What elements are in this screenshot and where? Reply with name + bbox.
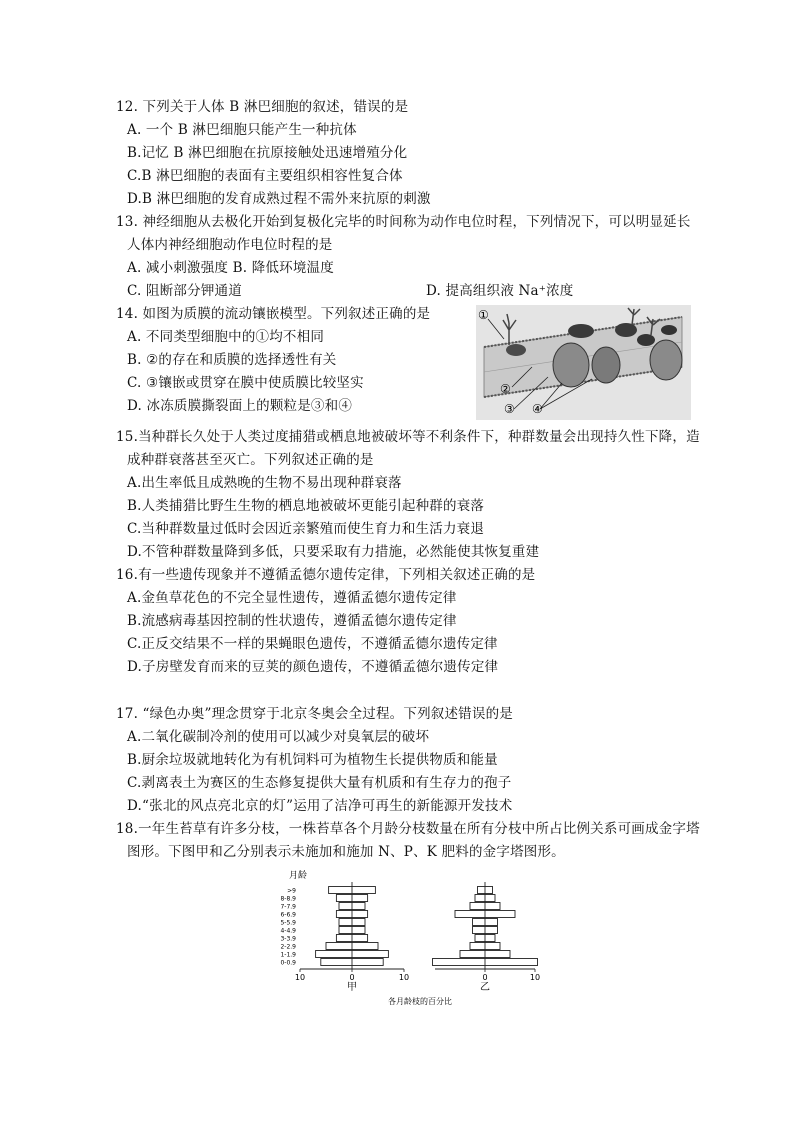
q15-stem-line2: 成种群衰落甚至灭亡。下列叙述正确的是 [127, 452, 374, 468]
q16-stem: 16.有一些遗传现象并不遵循孟德尔遗传定律，下列相关叙述正确的是 [116, 567, 536, 583]
category-label: 2-2.9 [280, 943, 296, 951]
category-label: 7-7.9 [280, 903, 296, 911]
q12-option-a: A. 一个 B 淋巴细胞只能产生一种抗体 [127, 122, 357, 138]
category-label: 0-0.9 [280, 959, 296, 967]
category-label: 1-1.9 [280, 951, 296, 959]
q17-option-b: B.厨余垃圾就地转化为有机饲料可为植物生长提供物质和能量 [127, 752, 498, 768]
integral-protein [553, 343, 589, 387]
category-label: 6-6.9 [280, 911, 296, 919]
q17-stem: 17. “绿色办奥”理念贯穿于北京冬奥会全过程。下列叙述错误的是 [116, 706, 513, 722]
q13-stem-line2: 人体内神经细胞动作电位时程的是 [127, 237, 333, 253]
chart-yi [433, 882, 541, 993]
q16-option-c: C.正反交结果不一样的果蝇眼色遗传，不遵循孟德尔遗传定律 [127, 636, 498, 652]
chart-jia [280, 882, 409, 993]
q18-stem-line1: 18.一年生苔草有许多分枝，一株苔草各个月龄分枝数量在所有分枝中所占比例关系可画成金字塔 [116, 821, 700, 837]
q12-stem: 12. 下列关于人体 B 淋巴细胞的叙述，错误的是 [116, 99, 409, 115]
peripheral-protein [637, 334, 655, 346]
q16-option-d: D.子房壁发育而来的豆荚的颜色遗传，不遵循孟德尔遗传定律 [127, 659, 499, 675]
q13-stem-line1: 13. 神经细胞从去极化开始到复极化完毕的时间称为动作电位时程，下列情况下，可以明显延长 [116, 214, 691, 230]
x-tick-label: 10 [294, 973, 306, 982]
q13-option-ab: A. 减小刺激强度 B. 降低环境温度 [127, 260, 334, 276]
y-axis-title: 月龄 [289, 871, 308, 881]
q13-option-d: D. 提高组织液 Na⁺浓度 [426, 283, 574, 299]
q12-option-d: D.B 淋巴细胞的发育成熟过程不需外来抗原的刺激 [127, 191, 431, 207]
x-axis-title: 各月龄枝的百分比 [388, 997, 452, 1006]
age-pyramid-figure [280, 866, 560, 1011]
peripheral-protein [506, 344, 526, 356]
q12-option-b: B.记忆 B 淋巴细胞在抗原接触处迅速增殖分化 [127, 145, 408, 161]
category-label: 8-8.9 [280, 895, 296, 903]
q12-option-c: C.B 淋巴细胞的表面有主要组织相容性复合体 [127, 168, 403, 184]
q16-option-b: B.流感病毒基因控制的性状遗传，遵循孟德尔遗传定律 [127, 613, 457, 629]
q15-option-b: B.人类捕猎比野生生物的栖息地被破坏更能引起种群的衰落 [127, 498, 485, 514]
q17-option-a: A.二氧化碳制冷剂的使用可以减少对臭氧层的破坏 [127, 729, 430, 745]
q16-option-a: A.金鱼草花色的不完全显性遗传，遵循孟德尔遗传定律 [127, 590, 457, 606]
q14-option-b: B. ②的存在和质膜的选择透性有关 [127, 352, 337, 368]
diagram-label-4: ④ [532, 402, 543, 416]
x-tick-label: 0 [482, 973, 488, 982]
category-label: 3-3.9 [280, 935, 296, 943]
q15-option-d: D.不管种群数量降到多低，只要采取有力措施，必然能使其恢复重建 [127, 544, 540, 560]
q15-option-c: C.当种群数量过低时会因近亲繁殖而使生育力和生活力衰退 [127, 521, 485, 537]
q18-stem-line2: 图形。下图甲和乙分别表示未施加和施加 N、P、K 肥料的金字塔图形。 [127, 844, 565, 860]
panel-label: 乙 [480, 982, 490, 993]
membrane-diagram [476, 305, 691, 420]
diagram-label-2: ② [500, 382, 511, 396]
x-tick-label: 10 [398, 973, 410, 982]
x-tick-label: 0 [349, 973, 355, 982]
peripheral-protein [661, 325, 677, 335]
integral-protein [650, 340, 682, 380]
q17-option-d: D.“张北的风点亮北京的灯”运用了洁净可再生的新能源开发技术 [127, 798, 513, 814]
category-label: 4-4.9 [280, 927, 296, 935]
peripheral-protein [568, 324, 594, 338]
integral-protein [592, 347, 620, 383]
panel-label: 甲 [347, 982, 357, 993]
peripheral-protein [615, 323, 637, 337]
q17-option-c: C.剥离表土为赛区的生态修复提供大量有机质和有生存力的孢子 [127, 775, 512, 791]
x-tick-label: 10 [529, 973, 541, 982]
diagram-label-3: ③ [504, 402, 515, 416]
q14-stem: 14. 如图为质膜的流动镶嵌模型。下列叙述正确的是 [116, 306, 431, 322]
q14-option-c: C. ③镶嵌或贯穿在膜中使质膜比较坚实 [127, 375, 364, 391]
q14-option-a: A. 不同类型细胞中的①均不相同 [127, 329, 325, 345]
category-label: >9 [287, 887, 296, 895]
q13-option-c: C. 阻断部分钾通道 [127, 283, 242, 299]
category-label: 5-5.9 [280, 919, 296, 927]
q15-stem-line1: 15.当种群长久处于人类过度捕猎或栖息地被破坏等不利条件下，种群数量会出现持久性下降，造 [116, 429, 700, 445]
q15-option-a: A.出生率低且成熟晚的生物不易出现种群衰落 [127, 475, 402, 491]
q14-option-d: D. 冰冻质膜撕裂面上的颗粒是③和④ [127, 398, 353, 414]
diagram-label-1: ① [478, 308, 489, 322]
